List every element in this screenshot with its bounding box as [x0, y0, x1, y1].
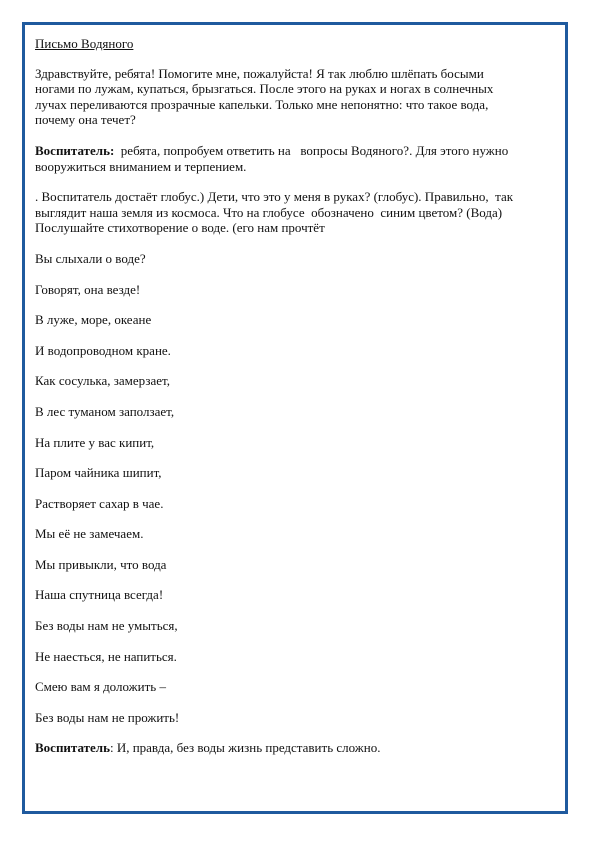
poem-line: Говорят, она везде!: [35, 281, 141, 297]
text-line: [35, 143, 555, 159]
text-line: . Воспитатель достаёт глобус.) Дети, что это у меня в руках? (глобус). Правильно, так: [35, 189, 514, 205]
paragraph-globe: [35, 189, 555, 236]
poem-line: Без воды нам не умыться,: [35, 618, 178, 634]
poem: [35, 251, 555, 726]
text-line: почему она течет?: [35, 112, 136, 128]
closing-text: : И, правда, без воды жизнь представить сложно.: [109, 740, 381, 756]
text-line: выглядит наша земля из космоса. Что на глобусе обозначено синим цветом? (Вода): [35, 204, 503, 220]
document-title: Письмо Водяного: [35, 36, 134, 51]
speaker-text: ребята, попробуем ответить на вопросы Водяного?. Для этого нужно: [114, 142, 509, 158]
poem-line: Мы её не замечаем.: [35, 526, 144, 542]
poem-line: Мы привыкли, что вода: [35, 556, 167, 572]
poem-line: На плите у вас кипит,: [35, 434, 155, 450]
speaker-label: Воспитатель:: [35, 142, 115, 158]
poem-line: Вы слыхали о воде?: [35, 250, 146, 266]
poem-line: Наша спутница всегда!: [35, 587, 164, 603]
text-line: Здравствуйте, ребята! Помогите мне, пожалуйста! Я так люблю шлёпать босыми: [35, 65, 484, 81]
speaker-label: Воспитатель: [35, 740, 110, 756]
text-line: ногами по лужам, купаться, брызгаться. После этого на руках и ногах в солнечных: [35, 81, 494, 97]
poem-line: Растворяет сахар в чае.: [35, 495, 164, 511]
text-line: Послушайте стихотворение о воде. (его нам прочтёт: [35, 220, 325, 236]
text-line: лучах переливаются прозрачные капельки. Только мне непонятно: что такое вода,: [35, 96, 489, 112]
document-body: [35, 36, 555, 756]
poem-line: В луже, море, океане: [35, 312, 152, 328]
poem-line: Без воды нам не прожить!: [35, 709, 180, 725]
paragraph-teacher: [35, 143, 555, 174]
poem-line: Паром чайника шипит,: [35, 465, 162, 481]
poem-line: Смею вам я доложить –: [35, 679, 166, 695]
closing-line: [35, 740, 555, 756]
poem-line: И водопроводном кране.: [35, 342, 171, 358]
text-line: вооружиться вниманием и терпением.: [35, 158, 247, 174]
poem-line: В лес туманом заползает,: [35, 403, 175, 419]
poem-line: Не наесться, не напиться.: [35, 648, 177, 664]
paragraph-letter: [35, 66, 555, 128]
poem-line: Как сосулька, замерзает,: [35, 373, 170, 389]
